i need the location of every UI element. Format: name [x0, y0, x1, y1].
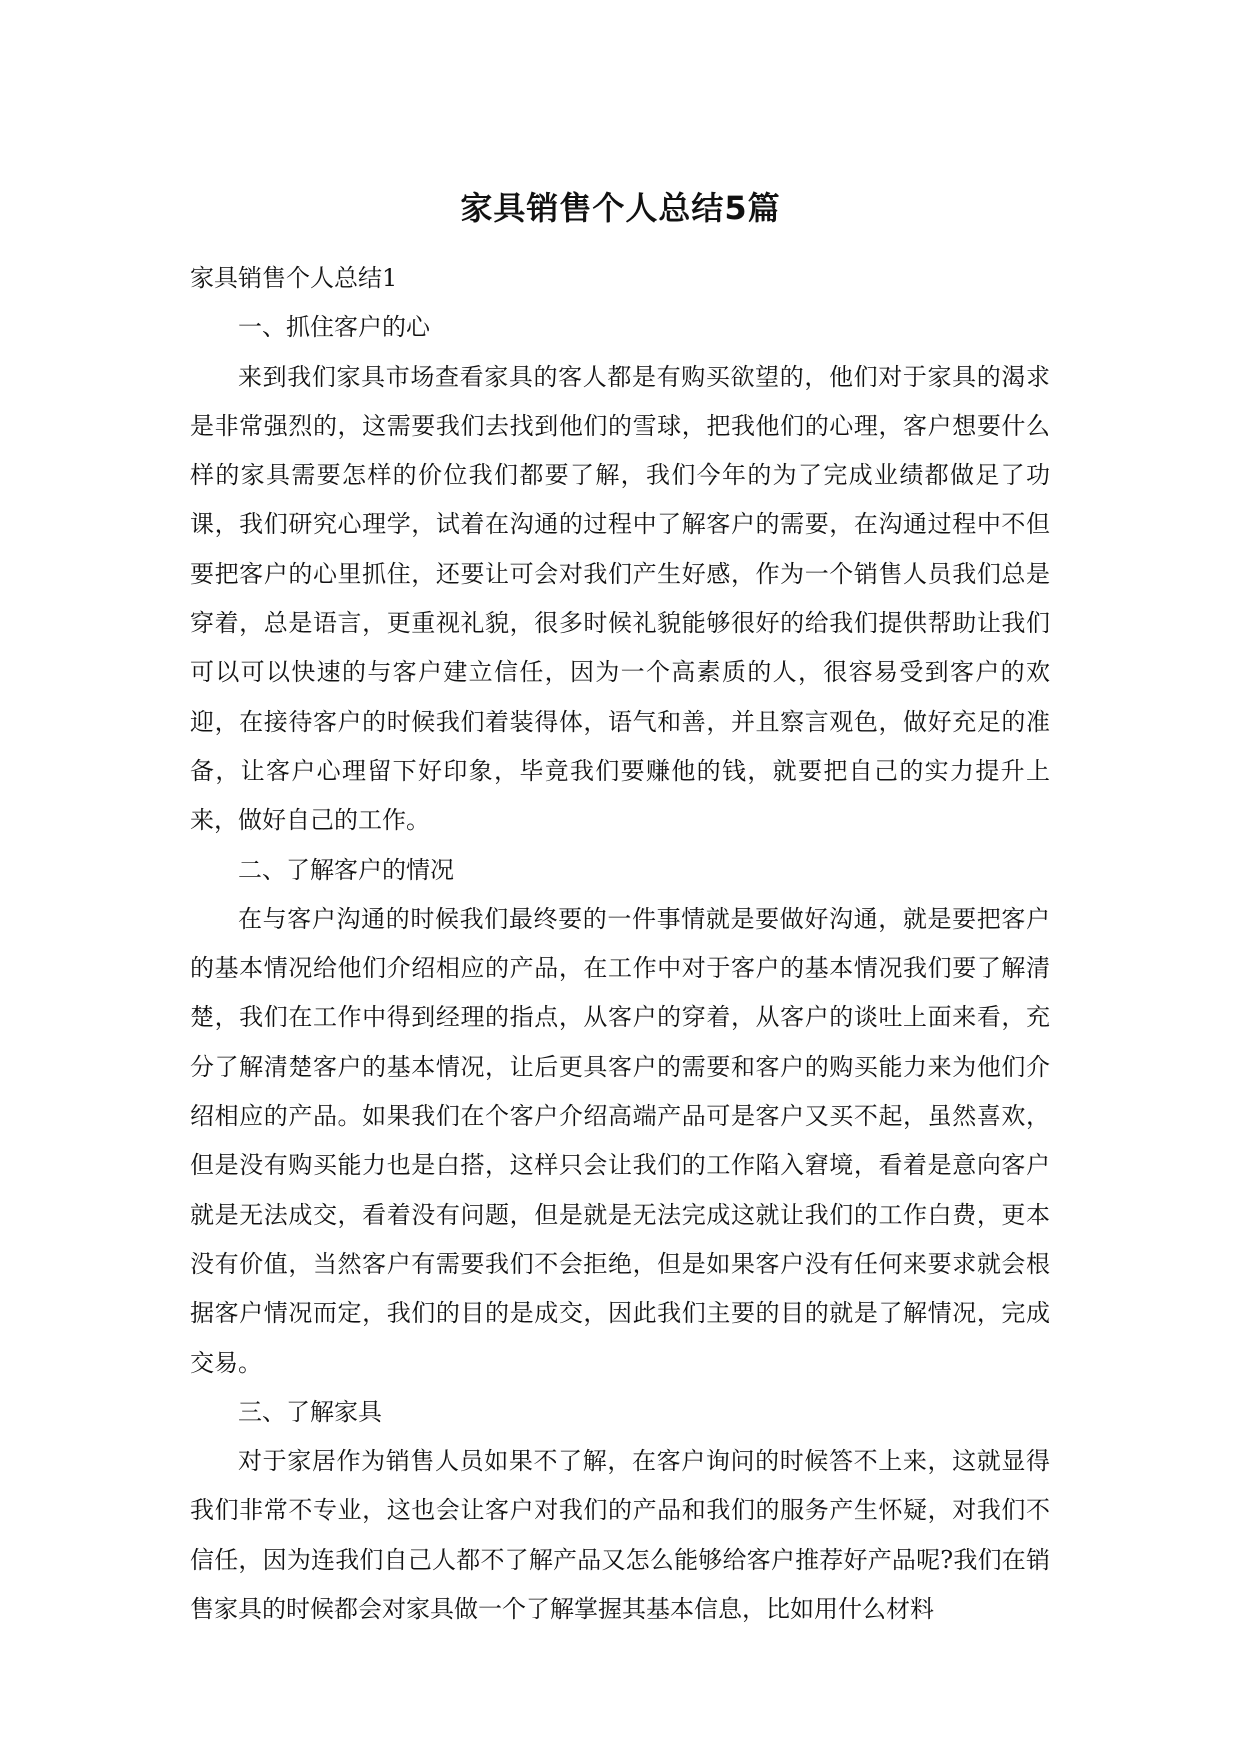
section-heading-summary-1: 家具销售个人总结1 — [190, 264, 398, 292]
subheading-grasp-customer-heart: 一、抓住客户的心 — [238, 313, 430, 342]
subheading-understand-furniture: 三、了解家具 — [238, 1397, 382, 1426]
document-body — [190, 254, 1050, 1634]
document-title: 家具销售个人总结5篇 — [460, 189, 781, 227]
paragraph-grasp-customer-heart: 来到我们家具市场查看家具的客人都是有购买欲望的，他们对于家具的渴求是非常强烈的，这需要我们去找到他们的雪球，把我他们的心理，客户想要什么样的家具需要怎样的价位我们都要了解，我们今年的为了完成业绩都做足了功课，我们研究心理学，试着在沟通的过程中了解客户的需要，在沟通过程中不但要把客户的心里抓住，还要让可会对我们产生好感，作为一个销售人员我们总是穿着，总是语言，更重视礼貌，很多时候礼貌能够很好的给我们提供帮助让我们可以可以快速的与客户建立信任，因为一个高素质的人，很容易受到客户的欢迎，在接待客户的时候我们着装得体，语气和善，并且察言观色，做好充足的准备，让客户心理留下好印象，毕竟我们要赚他的钱，就要把自己的实力提升上来，做好自己的工作。 — [190, 362, 1050, 835]
paragraph-understand-furniture: 对于家居作为销售人员如果不了解，在客户询问的时候答不上来，这就显得我们非常不专业，这也会让客户对我们的产品和我们的服务产生怀疑，对我们不信任，因为连我们自己人都不了解产品又怎么能够给客户推荐好产品呢?我们在销售家具的时候都会对家具做一个了解掌握其基本信息，比如用什么材料 — [190, 1447, 1050, 1624]
paragraph-understand-customer: 在与客户沟通的时候我们最终要的一件事情就是要做好沟通，就是要把客户的基本情况给他们介绍相应的产品，在工作中对于客户的基本情况我们要了解清楚，我们在工作中得到经理的指点，从客户的穿着，从客户的谈吐上面来看，充分了解清楚客户的基本情况，让后更具客户的需要和客户的购买能力来为他们介绍相应的产品。如果我们在个客户介绍高端产品可是客户又买不起，虽然喜欢，但是没有购买能力也是白搭，这样只会让我们的工作陷入窘境，看着是意向客户就是无法成交，看着没有问题，但是就是无法完成这就让我们的工作白费，更本没有价值，当然客户有需要我们不会拒绝，但是如果客户没有任何来要求就会根据客户情况而定，我们的目的是成交，因此我们主要的目的就是了解情况，完成交易。 — [190, 904, 1050, 1377]
subheading-understand-customer: 二、了解客户的情况 — [238, 855, 454, 884]
